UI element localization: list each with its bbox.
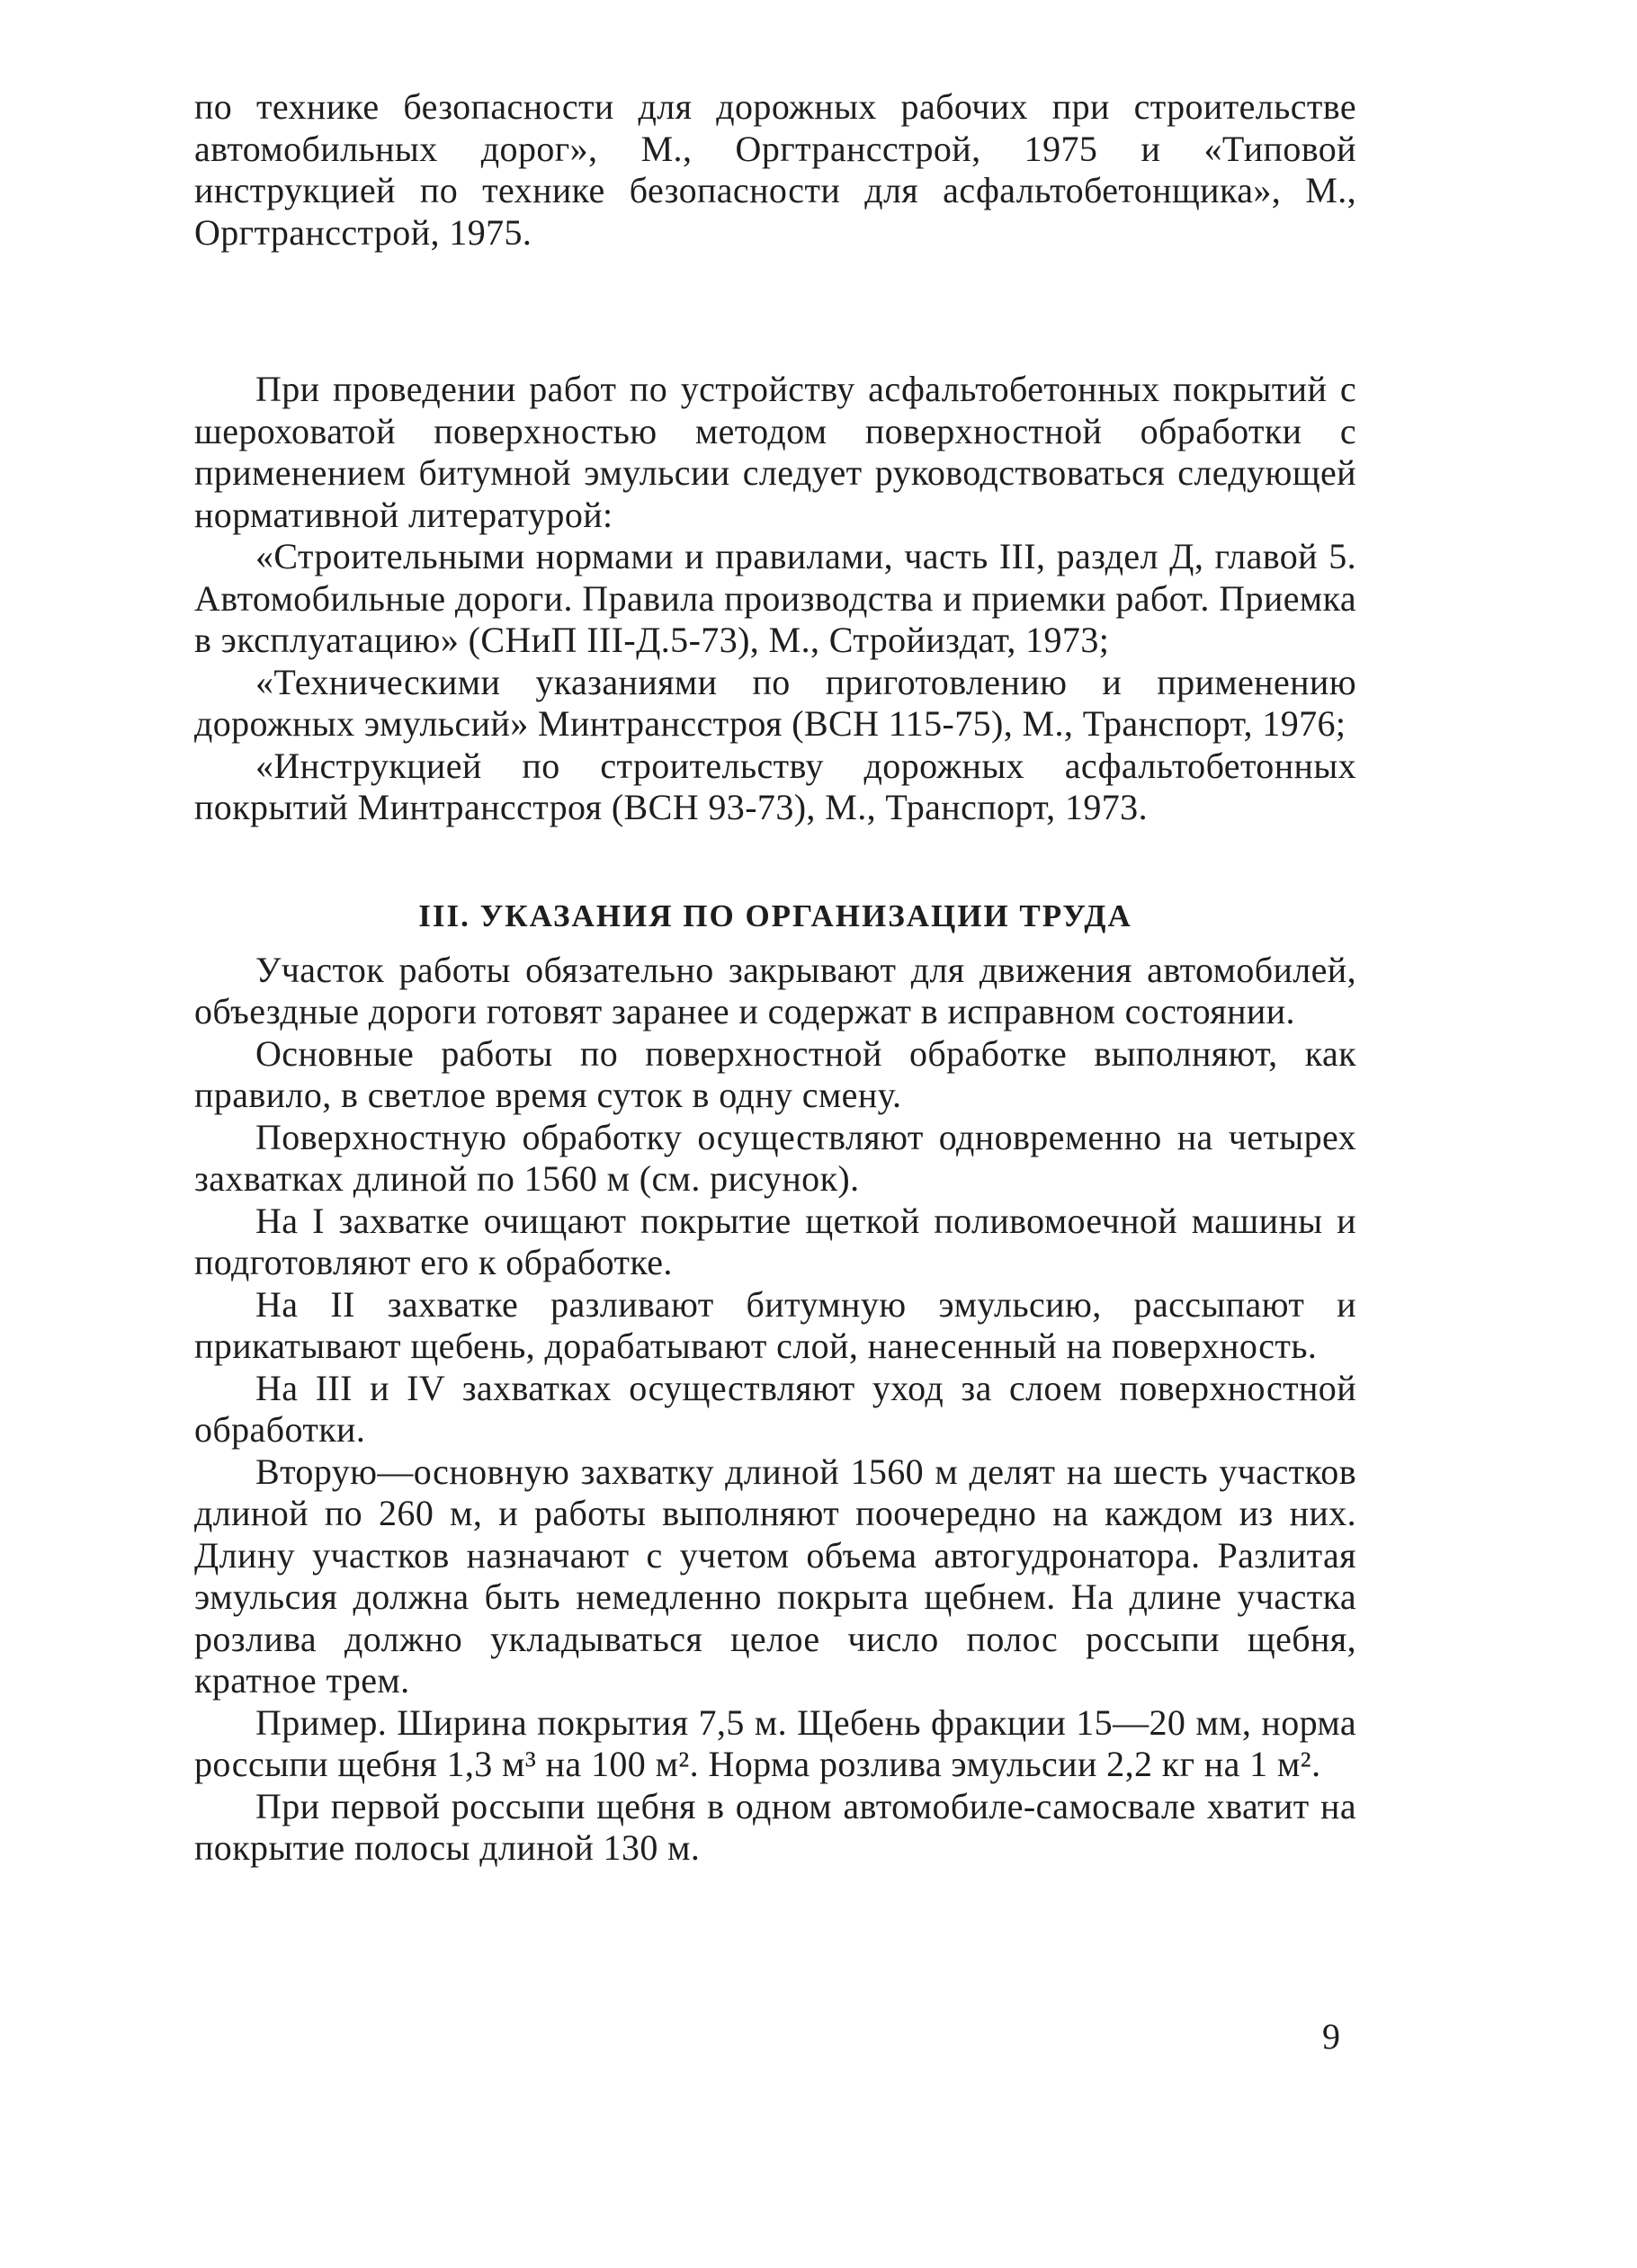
reference-item: «Техническими указаниями по приготовлению и применению дорожных эмульсий» Минтрансстроя (ВСН 115-75), М., Транспорт, 1976; xyxy=(194,661,1356,744)
document-page xyxy=(194,86,1356,1870)
page-number: 9 xyxy=(1322,2016,1340,2057)
section-paragraph: При первой россыпи щебня в одном автомобиле-самосвале хватит на покрытие полосы длиной 130 м. xyxy=(194,1785,1356,1868)
section-paragraph: Пример. Ширина покрытия 7,5 м. Щебень фракции 15—20 мм, норма россыпи щебня 1,3 м³ на 100 м². Норма розлива эмульсии 2,2 кг на 1 м². xyxy=(194,1701,1356,1784)
reference-intro-paragraph: При проведении работ по устройству асфальтобетонных покрытий с шероховатой поверхностью методом поверхностной обработки с применением битумной эмульсии следует руководствоваться следующей нормативной литературой: xyxy=(194,369,1356,535)
reference-item: «Инструкцией по строительству дорожных асфальтобетонных покрытий Минтрансстроя (ВСН 93-73), М., Транспорт, 1973. xyxy=(194,745,1356,827)
section-paragraph: Поверхностную обработку осуществляют одновременно на четырех захватках длиной по 1560 м (см. рисунок). xyxy=(194,1116,1356,1199)
section-paragraph: Вторую—основную захватку длиной 1560 м делят на шесть участков длиной по 260 м, и работы выполняют поочередно на каждом из них. Длину участков назначают с учетом объема автогудронатора. Разлитая эмульсия должна быть немедленно покрыта щебнем. На длине участка розлива должно укладываться целое число полос россыпи щебня, кратное трем. xyxy=(194,1451,1356,1701)
section-paragraph: Участок работы обязательно закрывают для движения автомобилей, объездные дороги готовят заранее и содержат в исправном состоянии. xyxy=(194,949,1356,1031)
section-paragraph: На I захватке очищают покрытие щеткой поливомоечной машины и подготовляют его к обработке. xyxy=(194,1200,1356,1282)
section-paragraph: На II захватке разливают битумную эмульсию, рассыпают и прикатывают щебень, дорабатывают слой, нанесенный на поверхность. xyxy=(194,1283,1356,1366)
reference-item: «Строительными нормами и правилами, часть III, раздел Д, главой 5. Автомобильные дороги. Правила производства и приемки работ. Приемка в эксплуатацию» (СНиП III-Д.5-73), М., Стройиздат, 1973; xyxy=(194,536,1356,660)
section-paragraph: Основные работы по поверхностной обработке выполняют, как правило, в светлое время суток в одну смену. xyxy=(194,1032,1356,1115)
section-paragraph: На III и IV захватках осуществляют уход за слоем поверхностной обработки. xyxy=(194,1367,1356,1450)
intro-paragraph: по технике безопасности для дорожных рабочих при строительстве автомобильных дорог», М., Оргтрансстрой, 1975 и «Типовой инструкцией по технике безопасности для асфальтобетонщика», М., Оргтрансстрой, 1975. xyxy=(194,86,1356,253)
section-heading: III. УКАЗАНИЯ ПО ОРГАНИЗАЦИИ ТРУДА xyxy=(418,897,1132,933)
